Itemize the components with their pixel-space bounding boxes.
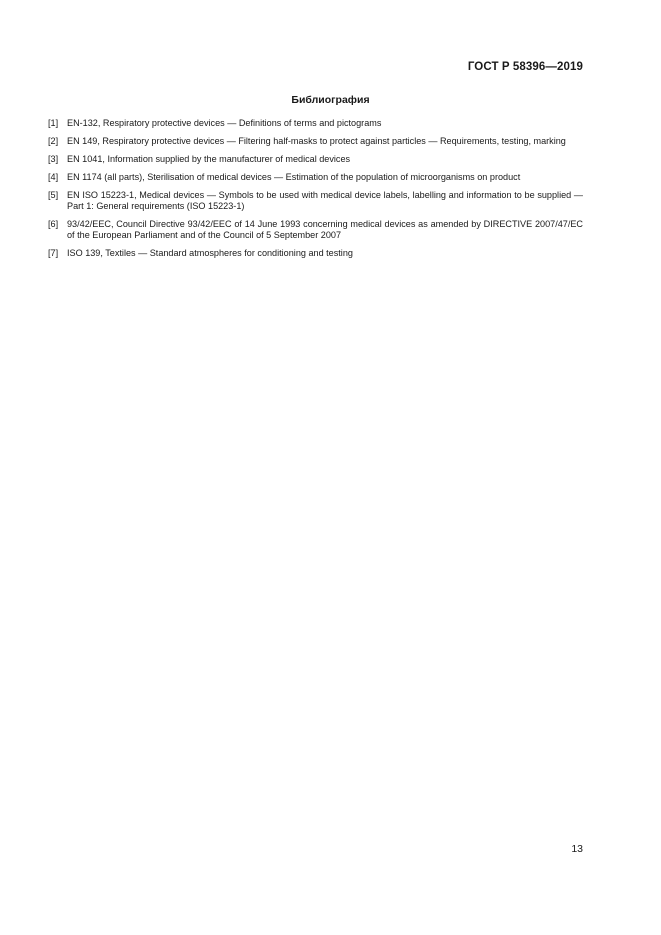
item-number: [1] <box>48 118 59 128</box>
item-text: EN 149, Respiratory protective devices — Filtering half-masks to protect against particles — Requirements, testing, marking <box>67 135 566 146</box>
bibliography-item <box>48 248 583 259</box>
item-text: EN 1041, Information supplied by the manufacturer of medical devices <box>67 153 351 164</box>
bibliography-item <box>48 172 583 183</box>
bibliography-item <box>48 219 583 242</box>
item-number: [5] <box>48 189 59 200</box>
item-number: [7] <box>48 248 59 259</box>
bibliography-item <box>48 190 583 213</box>
bibliography-item <box>48 154 583 165</box>
document-code: ГОСТ Р 58396—2019 <box>467 61 583 73</box>
bibliography-item <box>48 118 583 129</box>
item-text: EN-132, Respiratory protective devices — Definitions of terms and pictograms <box>67 118 382 128</box>
bibliography-list <box>48 118 583 266</box>
bibliography-title: Библиография <box>291 94 370 106</box>
item-number: [3] <box>48 153 59 164</box>
page-number: 13 <box>571 843 583 855</box>
item-number: [4] <box>48 171 59 182</box>
item-number: [2] <box>48 135 59 146</box>
item-number: [6] <box>48 218 59 229</box>
item-text: 93/42/EEC, Council Directive 93/42/EEC of 14 June 1993 concerning medical devices as amended by DIRECTIVE 2007/47/EC of the European Parliament and of the Council of 5 September 2007 <box>67 218 583 241</box>
item-text: EN ISO 15223-1, Medical devices — Symbols to be used with medical device labels, labelling and information to be supplied — Part 1: General requirements (ISO 15223-1) <box>67 189 583 212</box>
bibliography-item <box>48 136 583 147</box>
item-text: EN 1174 (all parts), Sterilisation of medical devices — Estimation of the population of microorganisms on product <box>67 171 521 182</box>
item-text: ISO 139, Textiles — Standard atmospheres for conditioning and testing <box>67 248 353 259</box>
